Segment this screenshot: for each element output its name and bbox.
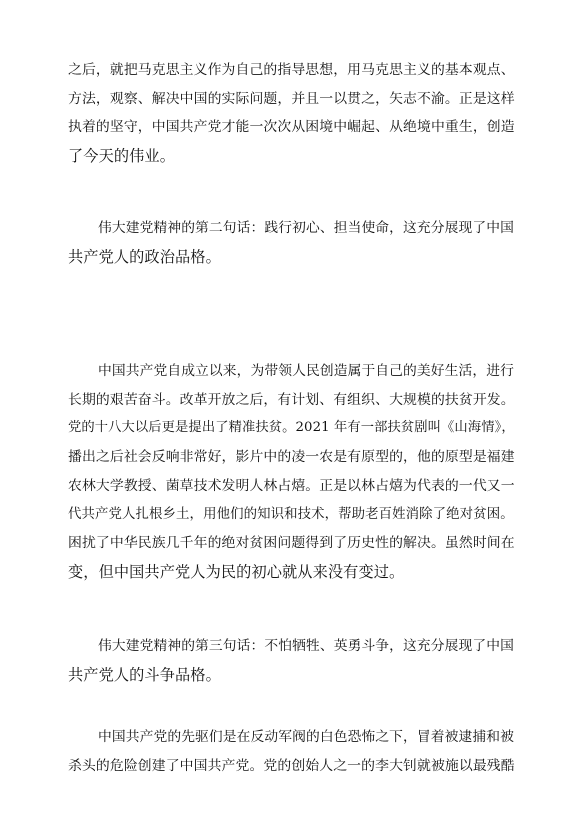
paragraph-line: 中国共产党的先驱们是在反动军阀的白色恐怖之下，冒着被逮捕和被 (98, 729, 514, 745)
paragraph-line: 农林大学教授、菌草技术发明人林占熺。正是以林占熺为代表的一代又一 (68, 477, 515, 494)
paragraph-line: 中国共产党自成立以来，为带领人民创造属于自己的美好生活，进行 (98, 363, 514, 379)
paragraph-line: 党的十八大以后更是提出了精准扶贫。2021 年有一部扶贫剧叫《山海情》， (68, 420, 515, 436)
paragraph-line: 困扰了中华民族几千年的绝对贫困问题得到了历史性的解决。虽然时间在 (68, 535, 515, 552)
paragraph-4 (68, 632, 514, 689)
paragraph-line: 伟大建党精神的第三句话：不怕牺牲、英勇斗争，这充分展现了中国 (98, 638, 514, 654)
paragraph-line: 共产党人的斗争品格。 (68, 665, 221, 684)
paragraph-line: 播出之后社会反响非常好，影片中的凌一农是有原型的，他的原型是福建 (68, 449, 515, 466)
paragraph-line: 方法，观察、解决中国的实际问题，并且一以贯之，矢志不渝。正是这样 (68, 90, 515, 107)
paragraph-line: 变，但中国共产党人为民的初心就从来没有变过。 (68, 562, 405, 581)
paragraph-line: 了今天的伟业。 (68, 147, 176, 166)
paragraph-1 (68, 56, 514, 171)
paragraph-line: 共产党人的政治品格。 (68, 247, 221, 266)
paragraph-line: 代共产党人扎根乡土，用他们的知识和技术，帮助老百姓消除了绝对贫困。 (68, 506, 514, 522)
paragraph-line: 长期的艰苦奋斗。改革开放之后，有计划、有组织、大规模的扶贫开发。 (68, 391, 515, 408)
paragraph-line: 之后，就把马克思主义作为自己的指导思想，用马克思主义的基本观点、 (68, 62, 515, 78)
paragraph-5 (68, 723, 514, 780)
paragraph-line: 伟大建党精神的第二句话：践行初心、担当使命，这充分展现了中国 (98, 220, 514, 236)
paragraph-line: 执着的坚守，中国共产党才能一次次从困境中崛起、从绝境中重生，创造 (68, 119, 515, 136)
paragraph-line: 杀头的危险创建了中国共产党。党的创始人之一的李大钊就被施以最残酷 (68, 757, 515, 774)
paragraph-3 (68, 357, 514, 587)
paragraph-2 (68, 214, 514, 271)
